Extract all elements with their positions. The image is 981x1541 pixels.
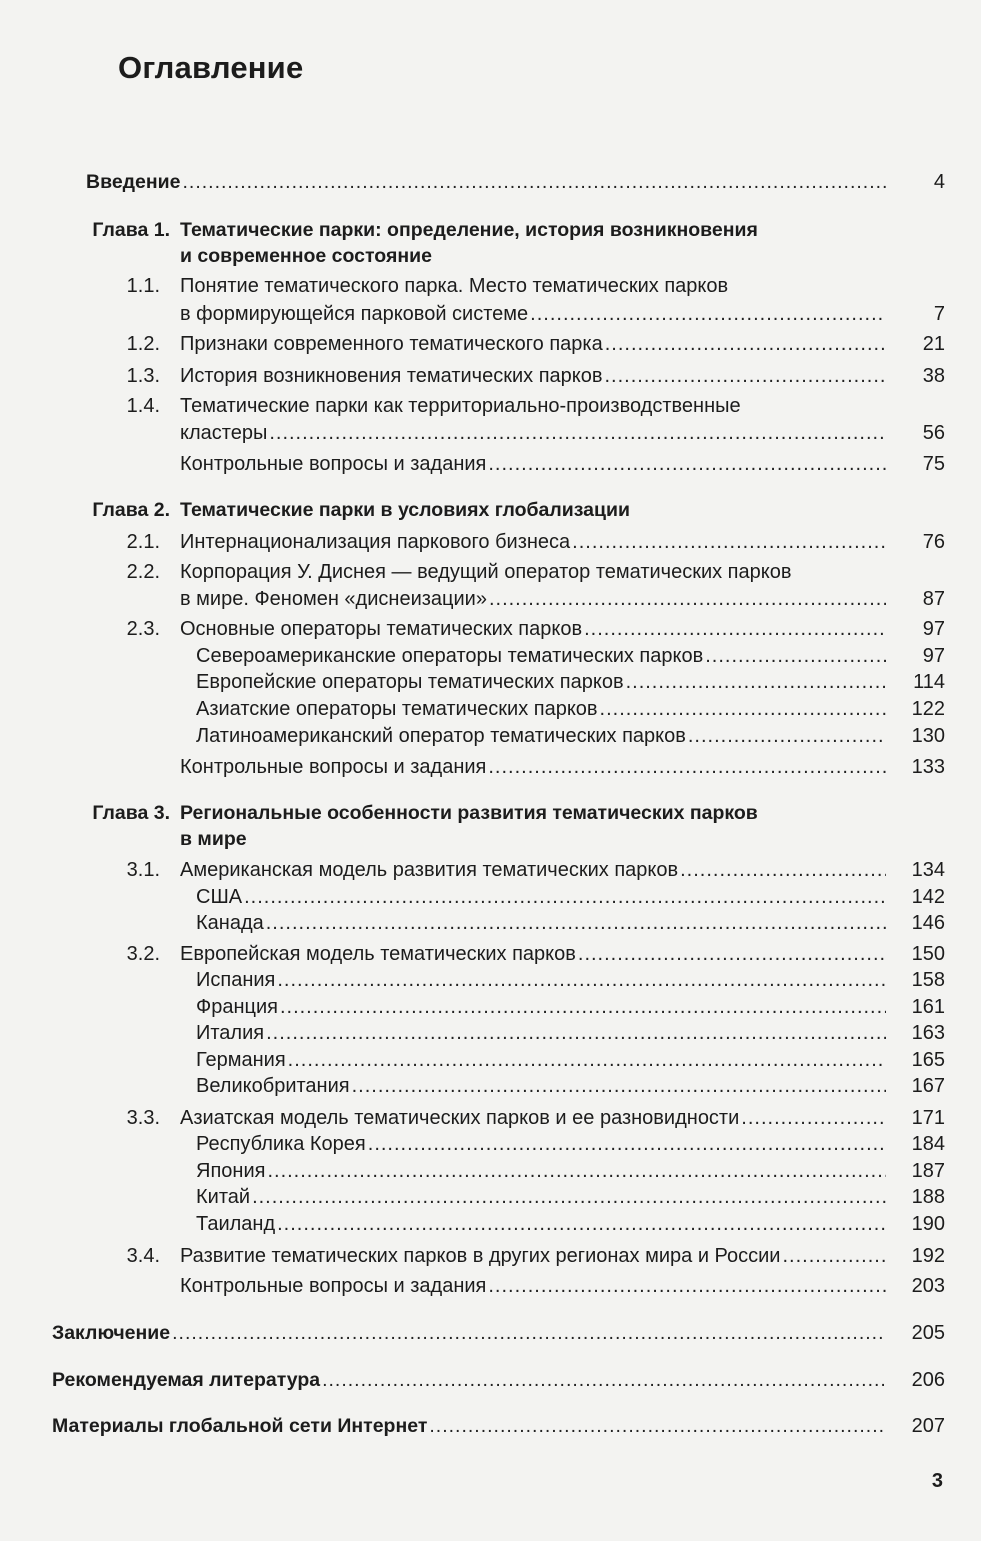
toc-entry-label: Североамериканские операторы тематических парков <box>196 645 704 667</box>
dot-leader <box>605 330 886 358</box>
dot-leader <box>572 528 886 556</box>
dot-leader <box>488 450 886 478</box>
toc-entry-questions-1[interactable] <box>180 450 888 478</box>
dot-leader <box>183 168 887 196</box>
dot-leader <box>705 642 886 670</box>
toc-subentry[interactable] <box>196 1183 888 1211</box>
toc-page-ref: 192 <box>911 1245 945 1267</box>
toc-entry-label[interactable]: Корпорация У. Диснея — ведущий оператор тематических парков <box>180 561 792 583</box>
toc-entry-label: История возникновения тематических парков <box>180 365 603 387</box>
toc-page-ref: 122 <box>911 698 945 720</box>
toc-entry-questions-3[interactable] <box>180 1272 888 1300</box>
section-number: 3.4. <box>126 1245 160 1267</box>
toc-subentry[interactable] <box>196 668 888 696</box>
toc-entry-label: в мире. Феномен «диснеизации» <box>180 588 487 610</box>
toc-page-ref: 134 <box>911 859 945 881</box>
toc-page-ref: 190 <box>911 1213 945 1235</box>
dot-leader <box>429 1412 886 1440</box>
toc-entry-label: Материалы глобальной сети Интернет <box>52 1415 428 1437</box>
dot-leader <box>782 1242 886 1270</box>
toc-page-ref: 114 <box>913 671 945 693</box>
toc-subentry[interactable] <box>196 1072 888 1100</box>
toc-page-ref: 97 <box>922 645 945 667</box>
section-number: 1.2. <box>126 333 160 355</box>
toc-entry-conclusion[interactable] <box>52 1319 888 1347</box>
toc-subentry[interactable] <box>196 883 888 911</box>
toc-subentry[interactable] <box>196 642 888 670</box>
toc-entry-label: в формирующейся парковой системе <box>180 303 529 325</box>
dot-leader <box>530 300 886 328</box>
toc-subentry[interactable] <box>196 966 888 994</box>
toc-entry-label: Великобритания <box>196 1075 350 1097</box>
toc-entry-label: кластеры <box>180 422 268 444</box>
toc-page-ref: 163 <box>911 1022 945 1044</box>
toc-page-ref: 158 <box>911 969 945 991</box>
toc-entry-label: Контрольные вопросы и задания <box>180 453 487 475</box>
toc-entry-label: Контрольные вопросы и задания <box>180 1275 487 1297</box>
toc-entry-3-1[interactable] <box>180 856 888 884</box>
toc-entry-label: Латиноамериканский оператор тематических парков <box>196 725 686 747</box>
dot-leader <box>277 1210 886 1238</box>
toc-subentry[interactable] <box>196 695 888 723</box>
chapter-title[interactable]: Тематические парки: определение, история возникновения <box>180 219 758 241</box>
toc-page-ref: 187 <box>911 1160 945 1182</box>
toc-entry-label: Введение <box>86 171 181 193</box>
section-number: 1.3. <box>126 365 160 387</box>
chapter-title[interactable]: Региональные особенности развития тематических парков <box>180 802 758 824</box>
toc-subentry[interactable] <box>196 993 888 1021</box>
toc-page-ref: 130 <box>911 725 945 747</box>
toc-entry-2-1[interactable] <box>180 528 888 556</box>
toc-entry-label: Франция <box>196 996 278 1018</box>
section-number: 2.2. <box>126 561 160 583</box>
dot-leader <box>584 615 886 643</box>
toc-page-ref: 56 <box>922 422 945 444</box>
dot-leader <box>172 1319 886 1347</box>
section-number: 1.1. <box>126 275 160 297</box>
dot-leader <box>269 419 886 447</box>
dot-leader <box>605 362 887 390</box>
toc-subentry[interactable] <box>196 909 888 937</box>
toc-subentry[interactable] <box>196 1210 888 1238</box>
toc-entry-label: Основные операторы тематических парков <box>180 618 583 640</box>
toc-entry-label: Развитие тематических парков в других регионах мира и России <box>180 1245 781 1267</box>
toc-entry-1-2[interactable] <box>180 330 888 358</box>
section-number: 2.1. <box>126 531 160 553</box>
dot-leader <box>288 1046 886 1074</box>
chapter-title-cont: и современное состояние <box>180 245 432 267</box>
section-number: 1.4. <box>126 395 160 417</box>
page-number: 3 <box>931 1470 943 1492</box>
toc-entry-label: Испания <box>196 969 276 991</box>
toc-page-ref: 76 <box>922 531 945 553</box>
toc-page-ref: 184 <box>911 1133 945 1155</box>
toc-page-ref: 133 <box>911 756 945 778</box>
toc-entry-intro[interactable] <box>86 168 888 196</box>
toc-entry-label: Таиланд <box>196 1213 276 1235</box>
toc-subentry[interactable] <box>196 722 888 750</box>
toc-entry-label[interactable]: Понятие тематического парка. Место тематических парков <box>180 275 729 297</box>
toc-entry-2-3[interactable] <box>180 615 888 643</box>
toc-entry-label: Европейская модель тематических парков <box>180 943 576 965</box>
chapter-number: Глава 3. <box>92 802 170 824</box>
toc-entry-2-2[interactable] <box>180 585 888 613</box>
dot-leader <box>368 1130 886 1158</box>
toc-entry-label: Американская модель развития тематических парков <box>180 859 679 881</box>
dot-leader <box>244 883 886 911</box>
toc-entry-label: Интернационализация паркового бизнеса <box>180 531 571 553</box>
dot-leader <box>626 668 886 696</box>
toc-entry-label: Германия <box>196 1049 286 1071</box>
toc-entry-1-1[interactable] <box>180 300 888 328</box>
dot-leader <box>252 1183 886 1211</box>
chapter-number: Глава 2. <box>92 499 170 521</box>
toc-entry-literature[interactable] <box>52 1366 888 1394</box>
toc-entry-label: Канада <box>196 912 264 934</box>
toc-entry-label: США <box>196 886 243 908</box>
dot-leader <box>267 1157 886 1185</box>
chapter-title-cont: в мире <box>180 828 247 850</box>
toc-entry-label: Рекомендуемая литература <box>52 1369 321 1391</box>
dot-leader <box>741 1104 886 1132</box>
toc-page-ref: 97 <box>922 618 945 640</box>
toc-entry-label: Япония <box>196 1160 266 1182</box>
dot-leader <box>277 966 886 994</box>
dot-leader <box>680 856 886 884</box>
dot-leader <box>489 585 886 613</box>
toc-page-ref: 161 <box>911 996 945 1018</box>
toc-entry-label: Италия <box>196 1022 265 1044</box>
toc-page-ref: 167 <box>911 1075 945 1097</box>
dot-leader <box>488 1272 886 1300</box>
dot-leader <box>352 1072 886 1100</box>
toc-entry-3-4[interactable] <box>180 1242 888 1270</box>
toc-entry-3-3[interactable] <box>180 1104 888 1132</box>
toc-entry-label: Китай <box>196 1186 251 1208</box>
dot-leader <box>578 940 886 968</box>
toc-entry-internet[interactable] <box>52 1412 888 1440</box>
toc-page-ref: 203 <box>911 1275 945 1297</box>
chapter-number: Глава 1. <box>92 219 170 241</box>
toc-entry-1-3[interactable] <box>180 362 888 390</box>
toc-subentry[interactable] <box>196 1157 888 1185</box>
toc-page-ref: 206 <box>911 1369 945 1391</box>
toc-entry-label: Признаки современного тематического парка <box>180 333 603 355</box>
chapter-title[interactable]: Тематические парки в условиях глобализации <box>180 499 630 521</box>
dot-leader <box>322 1366 886 1394</box>
section-number: 3.1. <box>126 859 160 881</box>
toc-subentry[interactable] <box>196 1046 888 1074</box>
toc-entry-label: Республика Корея <box>196 1133 366 1155</box>
toc-page-ref: 146 <box>911 912 945 934</box>
page-title: Оглавление <box>118 50 304 85</box>
toc-page-ref: 142 <box>911 886 945 908</box>
dot-leader <box>266 909 886 937</box>
dot-leader <box>488 753 886 781</box>
toc-page-ref: 7 <box>933 303 945 325</box>
toc-entry-label: Азиатская модель тематических парков и ее разновидности <box>180 1107 740 1129</box>
toc-entry-label: Контрольные вопросы и задания <box>180 756 487 778</box>
toc-entry-label: Азиатские операторы тематических парков <box>196 698 598 720</box>
toc-page-ref: 171 <box>911 1107 945 1129</box>
section-number: 2.3. <box>126 618 160 640</box>
toc-entry-1-4[interactable] <box>180 419 888 447</box>
toc-page-ref: 207 <box>911 1415 945 1437</box>
dot-leader <box>688 722 886 750</box>
toc-page-ref: 4 <box>933 171 945 193</box>
toc-subentry[interactable] <box>196 1130 888 1158</box>
toc-entry-3-2[interactable] <box>180 940 888 968</box>
toc-page-ref: 87 <box>922 588 945 610</box>
section-number: 3.3. <box>126 1107 160 1129</box>
toc-entry-questions-2[interactable] <box>180 753 888 781</box>
toc-entry-label: Европейские операторы тематических парков <box>196 671 624 693</box>
dot-leader <box>280 993 886 1021</box>
toc-subentry[interactable] <box>196 1019 888 1047</box>
toc-page-ref: 188 <box>911 1186 945 1208</box>
dot-leader <box>600 695 886 723</box>
toc-page-ref: 38 <box>922 365 945 387</box>
toc-entry-label: Заключение <box>52 1322 171 1344</box>
section-number: 3.2. <box>126 943 160 965</box>
dot-leader <box>266 1019 886 1047</box>
toc-page-ref: 165 <box>911 1049 945 1071</box>
toc-page-ref: 21 <box>922 333 945 355</box>
toc-page-ref: 205 <box>911 1322 945 1344</box>
toc-page-ref: 75 <box>922 453 945 475</box>
toc-entry-label[interactable]: Тематические парки как территориально-производственные <box>180 395 741 417</box>
toc-page-ref: 150 <box>911 943 945 965</box>
